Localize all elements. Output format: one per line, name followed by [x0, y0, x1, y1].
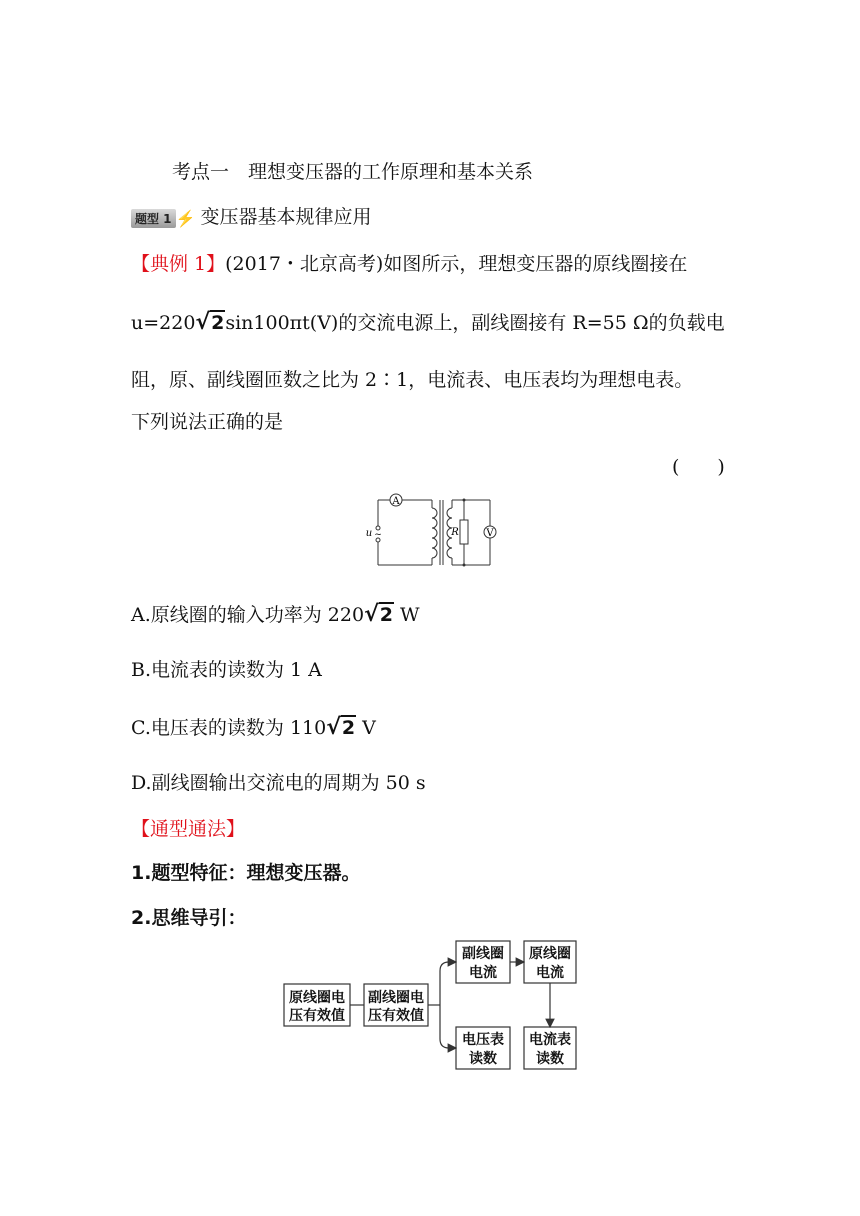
- formula-prefix: u=220: [131, 312, 196, 334]
- sqrt-symbol: √2: [326, 715, 356, 740]
- svg-text:压有效值: 压有效值: [368, 1008, 424, 1024]
- lightning-icon: ⚡: [175, 209, 196, 228]
- svg-text:电流: 电流: [536, 965, 564, 981]
- option-b: B.电流表的读数为 1 A: [131, 659, 322, 681]
- svg-text:电压表: 电压表: [462, 1032, 504, 1048]
- svg-text:原线圈: 原线圈: [529, 946, 571, 962]
- example-line-1: [131, 252, 687, 276]
- option-c: C.电压表的读数为 110√2 V: [131, 715, 376, 740]
- example-line-4: 下列说法正确的是: [131, 411, 284, 433]
- svg-text:副线圈电: 副线圈电: [368, 990, 424, 1006]
- type-badge-row: [131, 205, 372, 229]
- point-1: 1.题型特征：理想变压器。: [131, 862, 361, 884]
- svg-text:原线圈电: 原线圈电: [289, 990, 345, 1006]
- type-title: 变压器基本规律应用: [200, 206, 372, 228]
- svg-text:电流表: 电流表: [529, 1032, 571, 1048]
- resistor-label: R: [451, 527, 459, 538]
- sqrt-symbol: √2: [364, 602, 393, 627]
- point-2: 2.思维导引：: [131, 907, 247, 929]
- sqrt-symbol: √2: [195, 310, 225, 335]
- ammeter-label: A: [392, 496, 400, 507]
- example-source: (2017・北京高考)如图所示，理想变压器的原线圈接在: [225, 253, 688, 275]
- type-badge: 题型 1: [131, 209, 176, 228]
- ac-symbol: ~: [374, 530, 382, 540]
- example-line-2: [131, 311, 725, 335]
- transformer-circuit-diagram: [360, 488, 500, 570]
- formula-suffix: sin100πt(V)的交流电源上，副线圈接有 R=55 Ω的负载电: [225, 312, 725, 334]
- voltmeter-label: V: [486, 528, 494, 539]
- option-d: D.副线圈输出交流电的周期为 50 s: [131, 772, 426, 794]
- example-tag: 【典例 1】: [131, 253, 226, 275]
- svg-text:读数: 读数: [469, 1051, 497, 1067]
- source-label: u: [365, 528, 373, 539]
- svg-text:电流: 电流: [469, 965, 497, 981]
- svg-text:压有效值: 压有效值: [289, 1008, 345, 1024]
- section-heading: 考点一 理想变压器的工作原理和基本关系: [172, 161, 534, 183]
- option-a: A.原线圈的输入功率为 220√2 W: [131, 602, 420, 627]
- method-tag: 【通型通法】: [131, 818, 246, 840]
- example-line-3: 阻，原、副线圈匝数之比为 2∶1，电流表、电压表均为理想电表。: [131, 369, 694, 391]
- thinking-flowchart: [280, 935, 580, 1075]
- svg-text:读数: 读数: [536, 1051, 564, 1067]
- answer-blank: ( ): [672, 456, 725, 478]
- svg-text:副线圈: 副线圈: [462, 946, 504, 962]
